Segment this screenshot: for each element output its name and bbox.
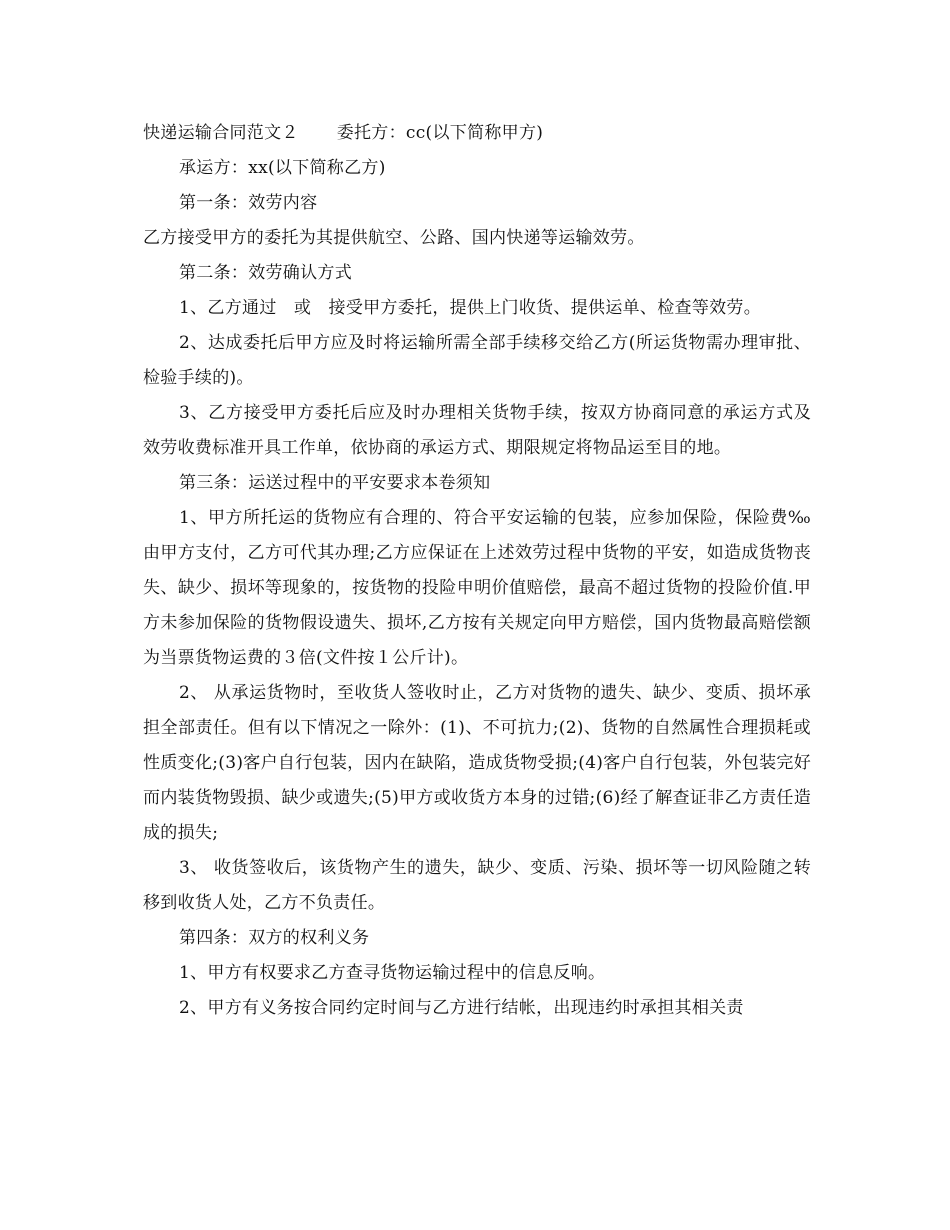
- article-2-clause-2: 2、达成委托后甲方应及时将运输所需全部手续移交给乙方(所运货物需办理审批、检验手续的)。: [143, 333, 811, 388]
- article-3-heading: 第三条：运送过程中的平安要求本卷须知: [179, 473, 491, 493]
- document-body: [143, 116, 811, 1026]
- document-title: 快递运输合同范文２: [143, 123, 299, 143]
- document-title-line: [143, 116, 811, 151]
- article-2-clause-3: 3、乙方接受甲方委托后应及时办理相关货物手续，按双方协商同意的承运方式及效劳收费标准开具工作单，依协商的承运方式、期限规定将物品运至目的地。: [143, 403, 811, 458]
- article-1-heading: 第一条：效劳内容: [179, 193, 318, 213]
- article-4-clause-2: 2、甲方有义务按合同约定时间与乙方进行结帐，出现违约时承担其相关责: [179, 998, 744, 1018]
- carrier-party-line: 承运方：xx(以下简称乙方): [179, 158, 386, 178]
- article-3-clause-2: 2、 从承运货物时，至收货人签收时止，乙方对货物的遗失、缺少、变质、损坏承担全部责任。但有以下情况之一除外：(1)、不可抗力;(2)、货物的自然属性合理损耗或性质变化;(3)客户自行包装，因内在缺陷，造成货物受损;(4)客户自行包装，外包装完好而内装货物毁损、缺少或遗失;(5)甲方或收货方本身的过错;(6)经了解查证非乙方责任造成的损失;: [143, 683, 811, 843]
- article-3-clause-3: 3、 收货签收后，该货物产生的遗失，缺少、变质、污染、损坏等一切风险随之转移到收货人处，乙方不负责任。: [143, 858, 811, 913]
- article-3-clause-1: 1、甲方所托运的货物应有合理的、符合平安运输的包装，应参加保险，保险费‰由甲方支付，乙方可代其办理;乙方应保证在上述效劳过程中货物的平安，如造成货物丧失、缺少、损坏等现象的，按货物的投险申明价值赔偿，最高不超过货物的投险价值.甲方未参加保险的货物假设遗失、损坏,乙方按有关规定向甲方赔偿，国内货物最高赔偿额为当票货物运费的３倍(文件按１公斤计)。: [143, 508, 811, 668]
- article-2-clause-1: 1、乙方通过 或 接受甲方委托，提供上门收货、提供运单、检查等效劳。: [179, 298, 762, 318]
- client-party-line: 委托方：cc(以下简称甲方): [336, 123, 544, 143]
- article-4-clause-1: 1、甲方有权要求乙方查寻货物运输过程中的信息反响。: [179, 963, 606, 983]
- article-1-content: 乙方接受甲方的委托为其提供航空、公路、国内快递等运输效劳。: [143, 228, 645, 248]
- article-2-heading: 第二条：效劳确认方式: [179, 263, 352, 283]
- article-4-heading: 第四条：双方的权利义务: [179, 928, 370, 948]
